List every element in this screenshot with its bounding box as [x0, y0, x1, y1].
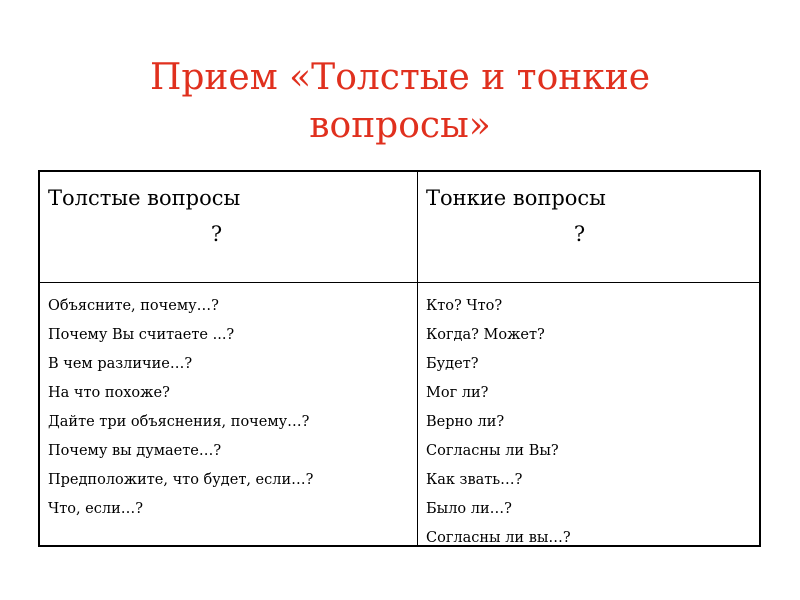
questions-table [38, 170, 761, 547]
thick-question-item: На что похоже? [48, 385, 170, 401]
slide-title [0, 54, 800, 150]
thin-questions-mark: ? [573, 222, 586, 246]
thick-question-item: Почему Вы считаете ...? [48, 327, 235, 343]
slide-title-line-2: вопросы» [309, 105, 491, 147]
thin-question-item: Будет? [426, 356, 479, 372]
thick-question-item: Что, если…? [48, 501, 144, 517]
thick-question-item: В чем различие…? [48, 356, 193, 372]
thick-questions-mark: ? [210, 222, 223, 246]
thick-question-item: Объясните, почему…? [48, 298, 219, 314]
thick-question-item: Дайте три объяснения, почему…? [48, 414, 310, 430]
thick-question-item: Почему вы думаете…? [48, 443, 222, 459]
thin-question-item: Когда? Может? [426, 327, 545, 343]
thin-question-item: Как звать…? [426, 472, 523, 488]
thin-questions-header-cell [418, 172, 761, 282]
thick-questions-header-cell [40, 172, 417, 282]
slide-title-line-1: Прием «Толстые и тонкие [149, 57, 651, 99]
thin-questions-list [418, 283, 761, 553]
thick-questions-header: Толстые вопросы [48, 186, 241, 210]
thick-question-item: Предположите, что будет, если…? [48, 472, 314, 488]
thin-question-item: Согласны ли вы…? [426, 530, 571, 546]
thick-questions-list [40, 283, 417, 524]
thin-questions-header: Тонкие вопросы [426, 186, 606, 210]
thin-question-item: Верно ли? [426, 414, 505, 430]
thin-question-item: Кто? Что? [426, 298, 503, 314]
thin-question-item: Мог ли? [426, 385, 489, 401]
thin-question-item: Было ли…? [426, 501, 512, 517]
thin-question-item: Согласны ли Вы? [426, 443, 559, 459]
